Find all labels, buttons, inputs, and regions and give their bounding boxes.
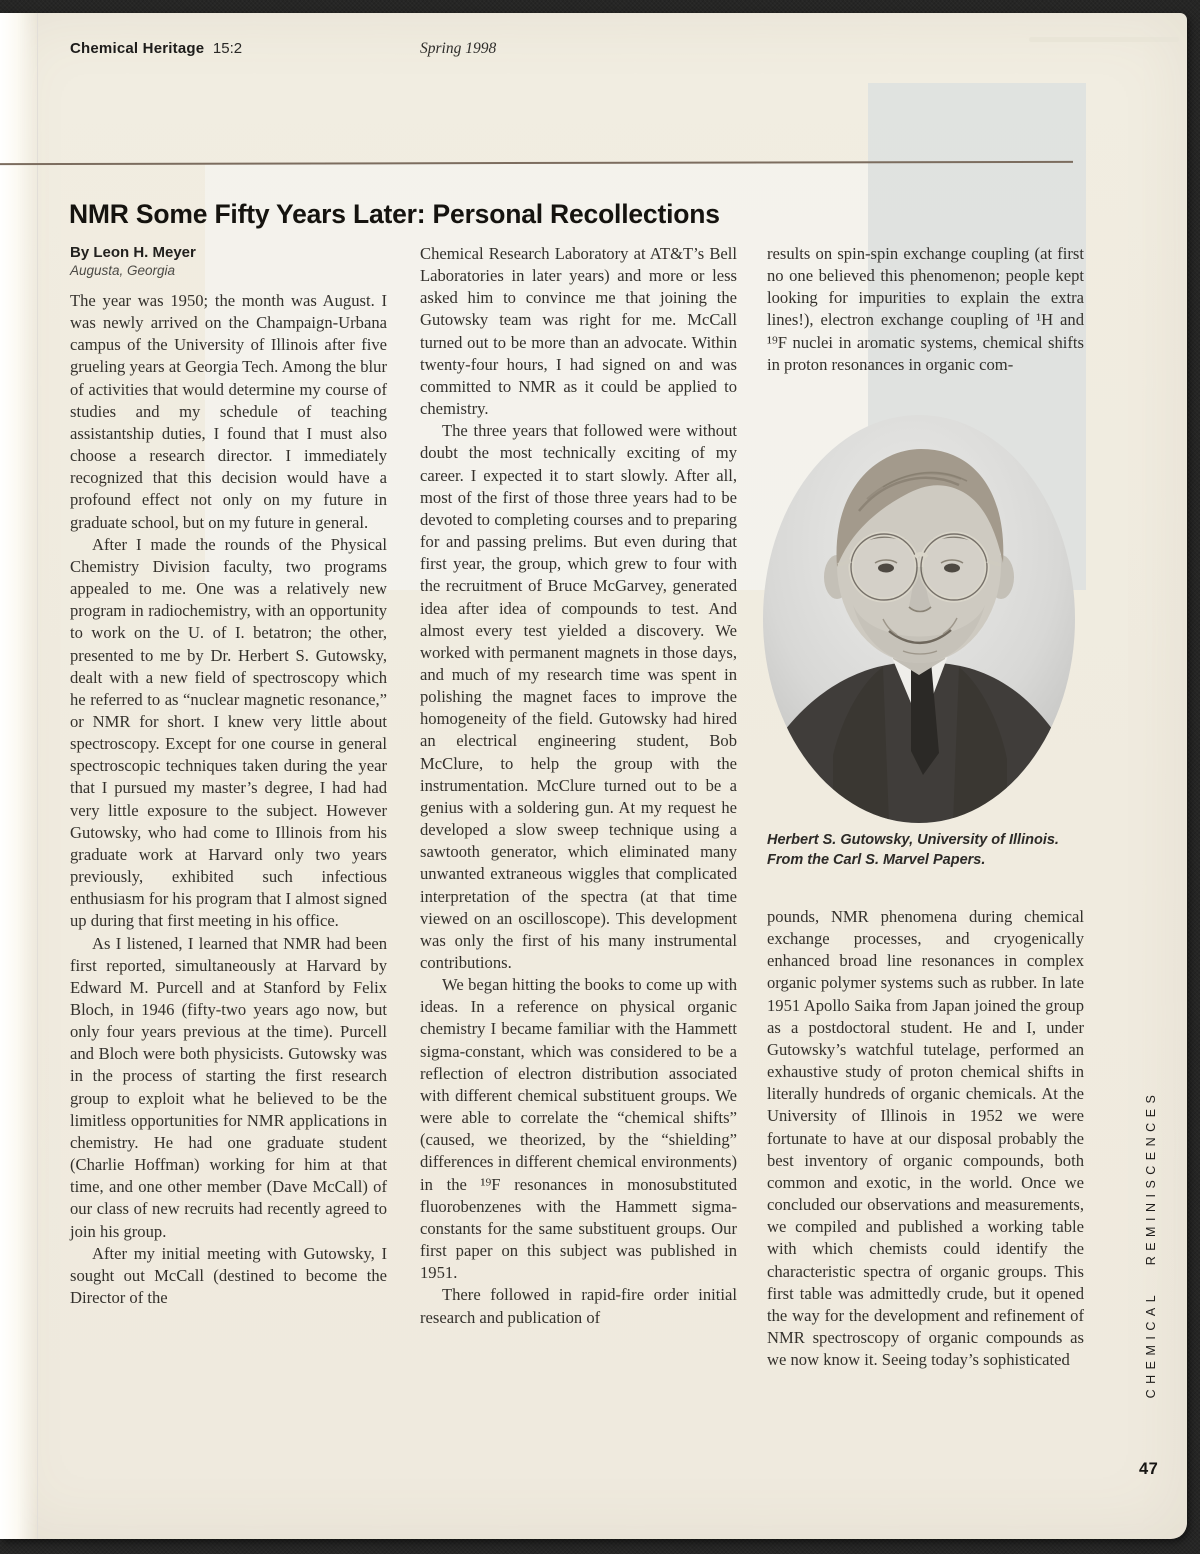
paragraph: results on spin-spin exchange coupling (at first no one believed this phenomenon; people kept looking for impurities to explain the extra lines!), electron exchange coupling of ¹H and ¹⁹F nuclei in aromatic systems, chemical shifts in proton resonances in organic com- (767, 244, 1084, 374)
byline (70, 244, 196, 278)
journal-issue: 15:2 (212, 40, 243, 57)
vertical-section-label: CHEMICAL REMINISCENCES (1144, 1089, 1158, 1399)
paragraph: There followed in rapid-fire order initial research and publication of (420, 1285, 737, 1327)
journal-name: Chemical Heritage (70, 40, 205, 57)
column-3-top (767, 243, 1084, 376)
portrait-photo (763, 415, 1075, 823)
paragraph: The year was 1950; the month was August. I was newly arrived on the Champaign-Urbana campus of the University of Illinois after five grueling years at Georgia Tech. Among the blur of activities that would determine my course of studies and my schedule of teaching assistantship duties, I found that I must also choose a research director. I immediately recognized that this decision would have a profound effect not only on my future in graduate school, but on my future in general. (70, 291, 387, 532)
portrait-illustration (763, 415, 1075, 823)
byline-location: Augusta, Georgia (70, 263, 176, 278)
paragraph: The three years that followed were without doubt the most technically exciting of my career. I expected it to start slowly. After all, most of the first of those three years had to be devoted to completing courses and to preparing for and passing prelims. But even during that first year, the group, which grew to four with the recruitment of Bruce McGarvey, generated idea after idea of compounds to test. And almost every test yielded a discovery. We worked with permanent magnets in those days, and much of my research time was spent in polishing the magnet faces to improve the homogeneity of the field. Gutowsky had hired an electrical engineering student, Bob McClure, to help the group with the instrumentation. McClure turned out to be a genius with a soldering gun. At my request he developed a slow sweep technique using a sawtooth generator, which eliminated many unwanted extraneous wiggles that complicated interpretation of the spectra (at that time viewed on an oscilloscope). This development was only the first of his many instrumental contributions. (420, 421, 737, 972)
page (0, 13, 1187, 1539)
paragraph: Herbert S. Gutowsky, University of Illinois. (767, 832, 1059, 848)
byline-author: By Leon H. Meyer (70, 244, 196, 261)
paragraph: As I listened, I learned that NMR had been first reported, simultaneously at Harvard by Edward M. Purcell and at Stanford by Felix Bloch, in 1946 (fifty-two years ago now, but only four years previous at the time). Purcell and Bloch were both physicists. Gutowsky was in the process of starting the first research group to exploit what he believed to be the limitless opportunities for NMR applications in chemistry. He had one graduate student (Charlie Hoffman) working for him at that time, and one other member (Dave McCall) of our class of new recruits had recently agreed to join his group. (70, 933, 387, 1241)
paragraph: From the Carl S. Marvel Papers. (767, 851, 986, 868)
article-title: NMR Some Fifty Years Later: Personal Recollections (69, 199, 720, 229)
paragraph: pounds, NMR phenomena during chemical exchange processes, and cryogenically enhanced broad line resonances in complex organic polymer systems such as rubber. In late 1951 Apollo Saika from Japan joined the group as a postdoctoral student. He and I, under Gutowsky’s watchful tutelage, performed an exhaustive study of proton chemical shifts in literally hundreds of organic chemicals. At the University of Illinois in 1952 we were fortunate to have at our disposal probably the best inventory of organic compounds, both common and exotic, in the world. Once we concluded our observations and measurements, we compiled and published a working table with which chemists could identify the characteristic spectra of organic groups. This first table was admittedly crude, but it opened the way for the development and refinement of NMR spectroscopy of organic compounds as we now know it. Seeing today’s sophisticated (767, 907, 1084, 1370)
issue-season: Spring 1998 (420, 40, 497, 57)
paragraph: After my initial meeting with Gutowsky, I sought out McCall (destined to become the Director of the (70, 1243, 387, 1308)
paragraph: After I made the rounds of the Physical Chemistry Division faculty, two programs appealed to me. One was a relatively new program in radiochemistry, with an opportunity to work on the U. of I. betatron; the other, presented to me by Dr. Herbert S. Gutowsky, dealt with a new field of spectroscopy which he referred to as “nuclear magnetic resonance,” or NMR for short. I knew very little about spectroscopy. Except for one course in general spectroscopic techniques taken during the year that I pursued my master’s degree, I had had very little exposure to the subject. However Gutowsky, who had come to Illinois from his graduate work at Harvard only two years previously, exhibited such infectious enthusiasm for his program that I almost signed up during that first meeting in his office. (70, 534, 387, 931)
photo-caption (767, 831, 1077, 870)
column-2 (420, 243, 737, 1329)
running-header (70, 40, 1070, 58)
paragraph: We began hitting the books to come up with ideas. In a reference on physical organic chemistry I became familiar with the Hammett sigma-constant, which was considered to be a reflection of electron distribution associated with different chemical substituent groups. We were able to correlate the “chemical shifts” (caused, we theorized, by the “shielding” differences in different chemical environments) in the ¹⁹F resonances in monosubstituted fluorobenzenes with the Hammett sigma-constants for the same substituent groups. Our first paper on this subject was published in 1951. (420, 975, 737, 1283)
spine-edge (0, 13, 38, 1539)
column-3-bottom (767, 906, 1084, 1371)
paragraph: Chemical Research Laboratory at AT&T’s Bell Laboratories in later years) and more or less asked him to convince me that joining the Gutowsky team was right for me. McCall turned out to be more than an advocate. Within twenty-four hours, I had signed on and was committed to NMR as it could be applied to chemistry. (420, 244, 737, 419)
page-number: 47 (1139, 1460, 1159, 1478)
column-1 (70, 290, 387, 1309)
